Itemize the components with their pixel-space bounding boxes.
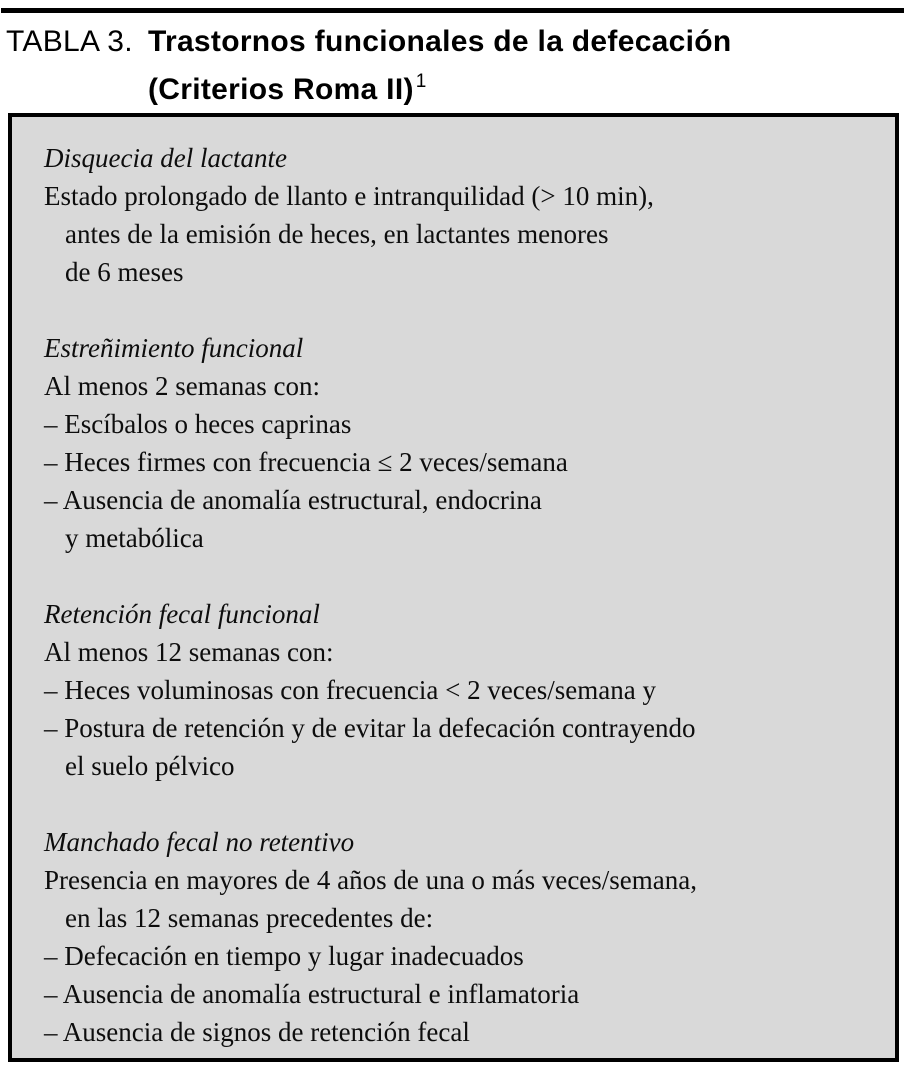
criteria-line: el suelo pélvico [65,751,235,781]
criteria-line: Al menos 2 semanas con: [44,371,320,401]
section-heading: Manchado fecal no retentivo [44,827,355,857]
section-estrenimiento-funcional [44,329,875,557]
criteria-line: – Escíbalos o heces caprinas [44,409,352,439]
criteria-line: – Ausencia de anomalía estructural e inflamatoria [44,979,580,1009]
criteria-line: – Ausencia de signos de retención fecal [44,1017,470,1047]
section-heading: Disquecia del lactante [44,143,287,173]
table-title-line2-text: (Criterios Roma II) [148,73,414,106]
section-manchado-fecal-no-retentivo [44,823,875,1051]
criteria-box [8,113,899,1062]
table-title [148,22,732,110]
section-heading: Retención fecal funcional [44,599,320,629]
section-retencion-fecal-funcional [44,595,875,785]
criteria-line: Presencia en mayores de 4 años de una o más veces/semana, [44,865,698,895]
criteria-line: – Heces firmes con frecuencia ≤ 2 veces/semana [44,447,568,477]
criteria-line: y metabólica [65,523,204,553]
table-header [6,22,901,110]
criteria-line: de 6 meses [65,257,184,287]
criteria-line: – Defecación en tiempo y lugar inadecuados [44,941,524,971]
criteria-line: Al menos 12 semanas con: [44,637,334,667]
criteria-line: – Ausencia de anomalía estructural, endocrina [44,485,542,515]
section-disquecia-del-lactante [44,139,875,291]
citation-superscript: 1 [415,71,427,92]
table-title-line2 [148,62,732,110]
criteria-line: antes de la emisión de heces, en lactantes menores [65,219,609,249]
table-title-line1: Trastornos funcionales de la defecación [148,25,732,58]
criteria-line: – Postura de retención y de evitar la defecación contrayendo [44,713,696,743]
criteria-line: – Heces voluminosas con frecuencia < 2 veces/semana y [44,675,656,705]
section-heading: Estreñimiento funcional [44,333,304,363]
table-number-label: TABLA 3. [6,25,133,58]
criteria-line: Estado prolongado de llanto e intranquilidad (> 10 min), [44,181,654,211]
top-rule-divider [1,8,904,13]
criteria-line: en las 12 semanas precedentes de: [65,903,434,933]
